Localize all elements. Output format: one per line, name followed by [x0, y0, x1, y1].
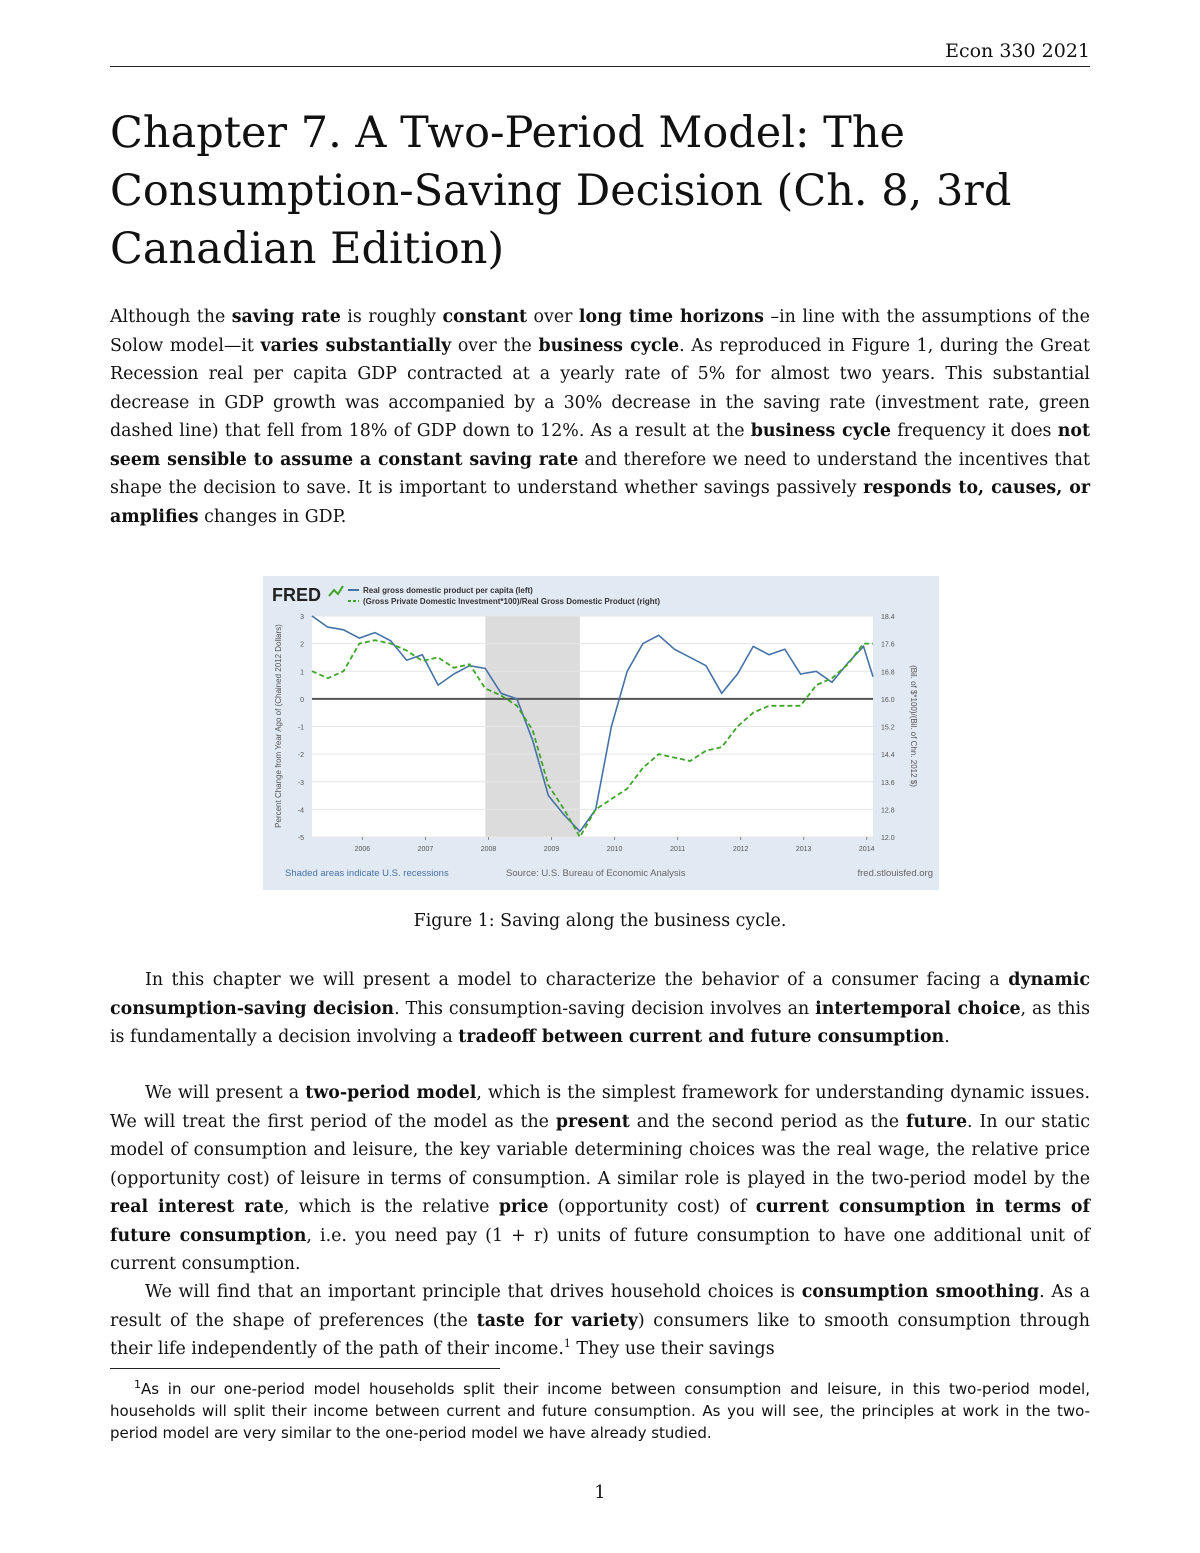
footnote-rule: [110, 1368, 500, 1369]
footnote-mark: 1: [134, 1378, 141, 1391]
footnote-text: As in our one-period model households split their income between consumption and leisure, in this two-period model, households will split their income between current and future consumption. As you will see, the principles at work in the two-period model are very similar to the one-period model we have already studied.: [110, 1380, 1090, 1442]
left-tick-label: 0: [300, 696, 304, 704]
left-tick-label: 3: [300, 614, 304, 621]
page-number: 1: [594, 1482, 606, 1503]
left-tick-label: 1: [300, 669, 304, 677]
recession-note: Shaded areas indicate U.S. recessions: [285, 868, 449, 879]
x-tick-label: 2011: [670, 846, 686, 853]
right-tick-label: 15.2: [881, 724, 895, 732]
x-tick-label: 2009: [543, 846, 560, 853]
fred-chart: [263, 576, 939, 890]
x-tick-label: 2010: [606, 846, 623, 853]
left-tick-label: -1: [297, 724, 304, 732]
right-tick-label: 12.8: [881, 807, 895, 815]
paragraph-two-period: We will present a two-period model, which is the simplest framework for understanding dynamic issues. We will treat the first period of the model as the present and the second period as the future. In our static model of consumption and leisure, the key variable determining choices was the real wage, the relative price (opportunity cost) of leisure in terms of consumption. A similar role is played in the two-period model by the real interest rate, which is the relative price (opportunity cost) of current consumption in terms of future consumption, i.e. you need pay (1 + r) units of future consumption to have one additional unit of current consumption.: [110, 1083, 1090, 1274]
paragraph-smoothing: We will find that an important principle that drives household choices is consumption smoothing. As a result of the shape of preferences (the taste for variety) consumers like to smooth consumption through their life independently of the path of their income.$^1$ They use their savings: [110, 1282, 1091, 1359]
left-tick-label: -3: [297, 779, 304, 787]
fred-url: fred.stlouisfed.org: [857, 868, 933, 879]
right-tick-label: 17.6: [881, 641, 895, 649]
footnote: [110, 1378, 1090, 1444]
fred-logo: FRED: [272, 585, 321, 605]
legend-investment: (Gross Private Domestic Investment*100)/Real Gross Domestic Product (right): [363, 597, 660, 606]
course-header: Econ 330 2021: [945, 40, 1090, 62]
fred-chart-figure: [263, 576, 939, 890]
x-tick-label: 2014: [858, 846, 875, 853]
right-tick-label: 14.4: [881, 752, 895, 760]
figure-caption: Figure 1: Saving along the business cycle.: [413, 911, 787, 931]
right-tick-label: 16.0: [881, 696, 895, 704]
paragraph-intertemporal: In this chapter we will present a model to characterize the behavior of a consumer facing a dynamic consumption-saving decision. This consumption-saving decision involves an intertemporal choice, as this is fundamentally a decision involving a tradeoff between current and future consumption.: [110, 970, 1090, 1047]
x-tick-label: 2008: [480, 846, 497, 853]
left-tick-label: -5: [297, 835, 304, 842]
right-tick-label: 16.8: [881, 669, 895, 677]
right-tick-label: 18.4: [881, 614, 895, 621]
right-axis-label: (Bil. of $*100)/(Bil. of Chn. 2012 $): [909, 665, 918, 787]
chapter-title: Chapter 7. A Two-Period Model: The Consumption-Saving Decision (Ch. 8, 3rd Canadian Edition): [110, 108, 1012, 274]
footnote-ref[interactable]: 1: [563, 1337, 571, 1351]
source-note: Source: U.S. Bureau of Economic Analysis: [506, 868, 686, 879]
header-rule: [110, 66, 1090, 67]
left-tick-label: -4: [297, 807, 304, 815]
intro-paragraph: Although the saving rate is roughly constant over long time horizons –in line with the assumptions of the Solow model—it varies substantially over the business cycle. As reproduced in Figure 1, during the Great Recession real per capita GDP contracted at a yearly rate of 5% for almost two years. This substantial decrease in GDP growth was accompanied by a 30% decrease in the saving rate (investment rate, green dashed line) that fell from 18% of GDP down to 12%. As a result at the business cycle frequency it does not seem sensible to assume a constant saving rate and therefore we need to understand the incentives that shape the decision to save. It is important to understand whether savings passively responds to, causes, or amplifies changes in GDP.: [110, 307, 1091, 527]
right-axis-ticks: [881, 614, 895, 842]
x-tick-label: 2007: [417, 846, 434, 853]
left-tick-label: -2: [297, 752, 304, 760]
x-tick-label: 2012: [732, 846, 749, 853]
legend-gdp: Real gross domestic product per capita (left): [363, 586, 533, 595]
right-tick-label: 13.6: [881, 779, 895, 787]
x-tick-label: 2013: [795, 846, 812, 853]
x-tick-label: 2006: [354, 846, 371, 853]
right-tick-label: 12.0: [881, 835, 895, 842]
left-tick-label: 2: [300, 641, 304, 649]
left-axis-label: Percent Change from Year Ago of (Chained 2012 Dollars): [274, 624, 283, 828]
